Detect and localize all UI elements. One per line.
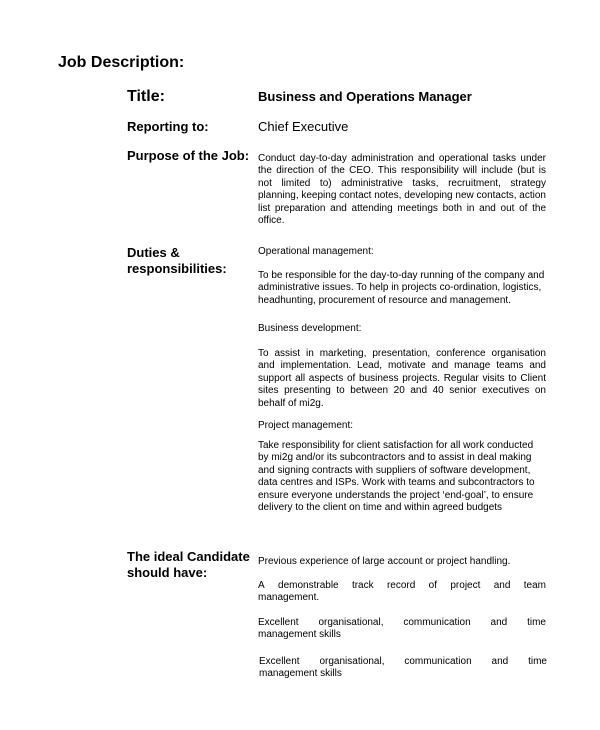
- duties-label-line1: Duties &: [127, 245, 180, 260]
- candidate-label-line1: The ideal Candidate: [127, 549, 250, 564]
- word: time: [528, 656, 547, 667]
- title-label: Title:: [127, 88, 165, 105]
- reporting-value: Chief Executive: [258, 119, 349, 134]
- project-heading: Project management:: [258, 420, 354, 431]
- reporting-label: Reporting to:: [127, 119, 209, 134]
- purpose-text: Conduct day-to-day administration and operational tasks under the direction of the CEO. This responsibility will include (but is not limited to) administrative tasks, recruitment, strategy planning, keeping contact notes, developing new contacts, action list preparation and attending meetings both in and out of the office.: [258, 153, 546, 227]
- word: time: [527, 617, 546, 628]
- project-text: Take responsibility for client satisfaction for all work conducted by mi2g and/or its subcontractors and to assist in deal making and signing contracts with suppliers of software development, data centres and ISPs. Work with teams and subcontractors to ensure everyone understands the project ‘end-goal’, to ensure delivery to the client on time and within agreed budgets: [258, 440, 535, 514]
- word: A: [258, 580, 265, 591]
- operational-text: To be responsible for the day-to-day running of the company and administrative issues. To help in projects co-ordination, logistics, headhunting, procurement of resource and management.: [258, 270, 545, 306]
- word: project: [450, 580, 481, 591]
- operational-heading: Operational management:: [258, 246, 374, 257]
- business-heading: Business development:: [258, 323, 362, 334]
- word: organisational,: [318, 617, 384, 628]
- word: communication: [404, 656, 472, 667]
- candidate-item-4: [259, 656, 547, 681]
- candidate-item-4-line1: [259, 656, 547, 668]
- duties-label-line2: responsibilities:: [127, 261, 227, 276]
- candidate-item-3-line2: management skills: [258, 629, 341, 641]
- word: record: [386, 580, 416, 591]
- candidate-item-2: [258, 580, 546, 605]
- word: and: [490, 617, 508, 628]
- candidate-label-line2: should have:: [127, 565, 208, 580]
- candidate-item-3-line1: [258, 617, 546, 629]
- duties-label: [127, 245, 227, 277]
- word: of: [428, 580, 438, 591]
- candidate-label: [127, 549, 250, 581]
- word: Excellent: [259, 656, 300, 667]
- word: and: [491, 656, 509, 667]
- candidate-item-4-line2: management skills: [259, 668, 342, 680]
- word: communication: [403, 617, 471, 628]
- candidate-item-2-line1: [258, 580, 546, 592]
- candidate-item-1: Previous experience of large account or project handling.: [258, 556, 511, 567]
- word: Excellent: [258, 617, 299, 628]
- candidate-item-3: [258, 617, 546, 642]
- title-value: Business and Operations Manager: [258, 89, 472, 104]
- word: track: [351, 580, 374, 591]
- word: team: [523, 580, 546, 591]
- word: demonstrable: [278, 580, 339, 591]
- candidate-item-2-line2: management.: [258, 592, 320, 604]
- word: organisational,: [319, 656, 385, 667]
- word: and: [493, 580, 511, 591]
- business-text: To assist in marketing, presentation, conference organisation and implementation. Lead, motivate and manage teams and support all aspects of business projects. Regular visits to Client sites presenting to between 20 and 40 senior executives on behalf of mi2g.: [258, 348, 546, 409]
- purpose-label: Purpose of the Job:: [127, 148, 250, 163]
- document-heading: Job Description:: [58, 54, 185, 71]
